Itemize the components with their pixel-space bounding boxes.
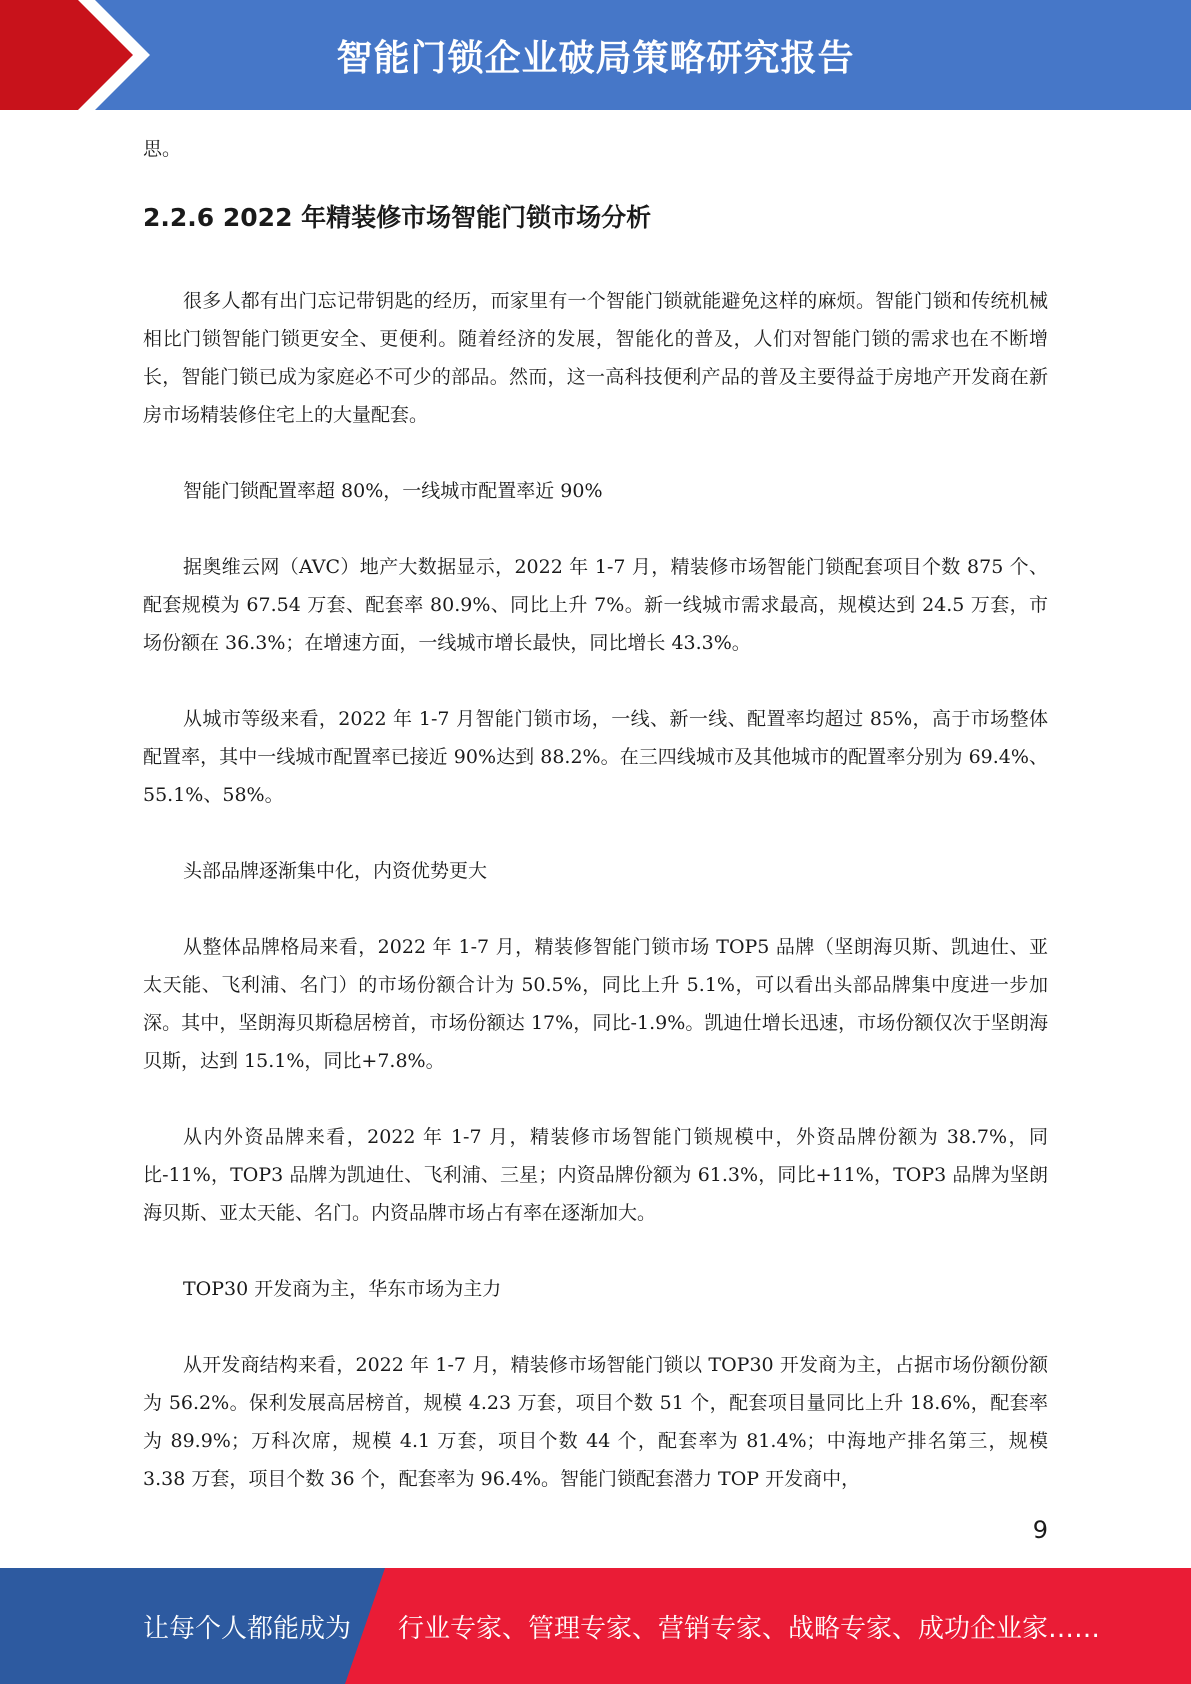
lead-fragment: 思。 [143,138,182,160]
subheading-developers: TOP30 开发商为主，华东市场为主力 [183,1278,502,1300]
paragraph-brand-landscape: 从整体品牌格局来看，2022 年 1-7 月，精装修智能门锁市场 TOP5 品牌（坚朗海贝斯、凯迪仕、亚太天能、飞利浦、名门）的市场份额合计为 50.5%，同比上升 5.1%，可以看出头部品牌集中度进一步加深。其中，坚朗海贝斯稳居榜首，市场份额达 17%，同比-1.9%。凯迪仕增长迅速，市场份额仅次于坚朗海贝斯，达到 15.1%，同比+7.8%。 [143,936,1048,1072]
paragraph-city-tier: 从城市等级来看，2022 年 1-7 月智能门锁市场，一线、新一线、配置率均超过 85%，高于市场整体配置率，其中一线城市配置率已接近 90%达到 88.2%。在三四线城市及其他城市的配置率分别为 69.4%、55.1%、58%。 [143,708,1048,806]
section-heading: 2.2.6 2022 年精装修市场智能门锁市场分析 [143,203,652,232]
paragraph-developer-structure: 从开发商结构来看，2022 年 1-7 月，精装修市场智能门锁以 TOP30 开发商为主，占据市场份额份额为 56.2%。保利发展高居榜首，规模 4.23 万套，项目个数 51 个，配套项目量同比上升 18.6%，配套率为 89.9%；万科次席，规模 4.1 万套，项目个数 44 个，配套率为 81.4%；中海地产排名第三，规模 3.38 万套，项目个数 36 个，配套率为 96.4%。智能门锁配套潜力 TOP 开发商中， [143,1354,1048,1490]
page-header [0,0,1191,110]
paragraph-avc-data: 据奥维云网（AVC）地产大数据显示，2022 年 1-7 月，精装修市场智能门锁配套项目个数 875 个、配套规模为 67.54 万套、配套率 80.9%、同比上升 7%。新一线城市需求最高，规模达到 24.5 万套，市场份额在 36.3%；在增速方面，一线城市增长最快，同比增长 43.3%。 [143,556,1048,654]
footer-slogan-left: 让每个人都能成为 [143,1613,352,1644]
header-red-chevron-icon [0,0,150,110]
paragraph-domestic-foreign: 从内外资品牌来看，2022 年 1-7 月，精装修市场智能门锁规模中，外资品牌份额为 38.7%，同比-11%，TOP3 品牌为凯迪仕、飞利浦、三星；内资品牌份额为 61.3%，同比+11%，TOP3 品牌为坚朗海贝斯、亚太天能、名门。内资品牌市场占有率在逐渐加大。 [143,1126,1048,1224]
page-footer [0,1568,1191,1684]
paragraph-intro: 很多人都有出门忘记带钥匙的经历，而家里有一个智能门锁就能避免这样的麻烦。智能门锁和传统机械相比门锁智能门锁更安全、更便利。随着经济的发展，智能化的普及，人们对智能门锁的需求也在不断增长，智能门锁已成为家庭必不可少的部品。然而，这一高科技便利产品的普及主要得益于房地产开发商在新房市场精装修住宅上的大量配套。 [143,290,1048,426]
subheading-brand-concentration: 头部品牌逐渐集中化，内资优势更大 [183,860,488,882]
page-content [143,130,1048,1498]
page-number: 9 [1032,1516,1048,1544]
subheading-config-rate: 智能门锁配置率超 80%，一线城市配置率近 90% [183,480,603,502]
report-title: 智能门锁企业破局策略研究报告 [336,37,855,79]
footer-slogan-right: 行业专家、管理专家、营销专家、战略专家、成功企业家…… [398,1613,1101,1644]
